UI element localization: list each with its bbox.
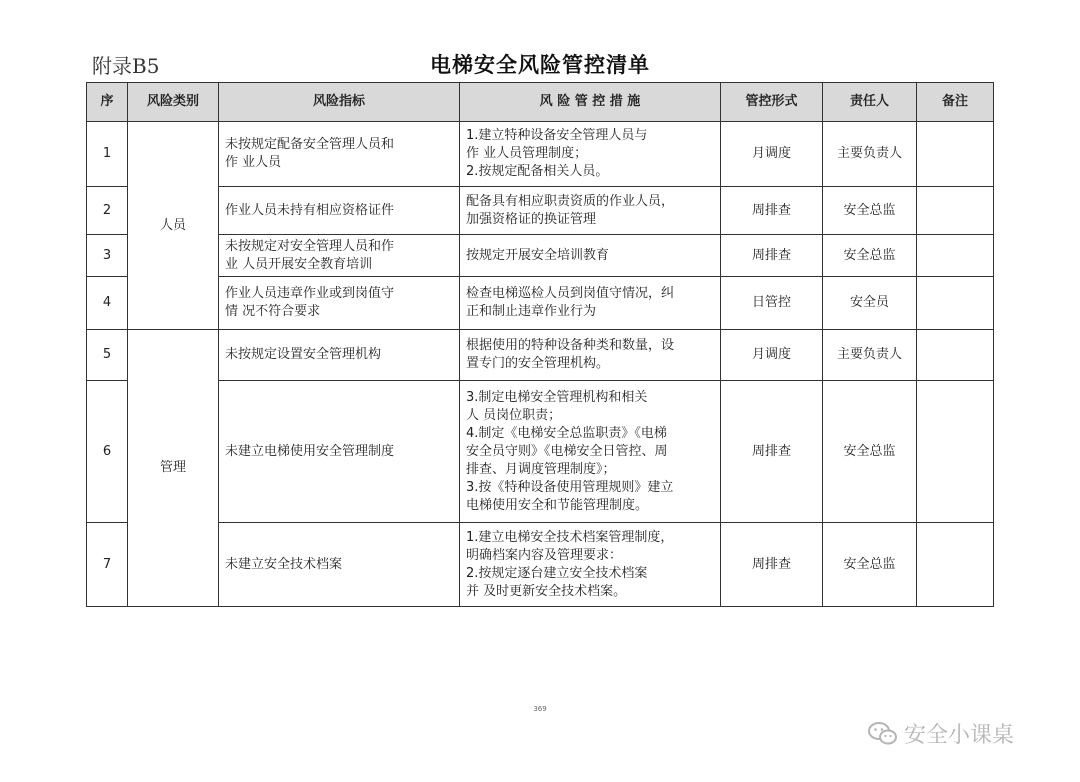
table-header-row — [87, 83, 994, 122]
cell-form: 日管控 — [721, 277, 823, 330]
cell-no: 1 — [87, 122, 128, 187]
cell-form: 周排查 — [721, 187, 823, 235]
brand-watermark — [868, 718, 1014, 749]
cell-note — [917, 235, 994, 277]
cell-no: 2 — [87, 187, 128, 235]
cell-indicator: 未按规定设置安全管理机构 — [219, 330, 460, 381]
cell-owner: 安全总监 — [823, 523, 917, 607]
cell-indicator: 作业人员违章作业或到岗值守 情 况不符合要求 — [219, 277, 460, 330]
table-row — [87, 235, 994, 277]
cell-no: 7 — [87, 523, 128, 607]
cell-owner: 安全总监 — [823, 381, 917, 523]
cell-owner: 安全总监 — [823, 235, 917, 277]
brand-name: 安全小课桌 — [904, 723, 1015, 748]
cell-no: 3 — [87, 235, 128, 277]
cell-measures: 1.建立电梯安全技术档案管理制度， 明确档案内容及管理要求： 2.按规定逐台建立安全技术档案 并 及时更新安全技术档案。 — [460, 523, 721, 607]
cell-measures: 1.建立特种设备安全管理人员与 作 业人员管理制度； 2.按规定配备相关人员。 — [460, 122, 721, 187]
cell-form: 月调度 — [721, 330, 823, 381]
col-header-indicator: 风险指标 — [219, 83, 460, 122]
table-row — [87, 523, 994, 607]
cell-measures: 配备具有相应职责资质的作业人员， 加强资格证的换证管理 — [460, 187, 721, 235]
table-row — [87, 381, 994, 523]
cell-form: 周排查 — [721, 523, 823, 607]
table-row — [87, 122, 994, 187]
cell-form: 周排查 — [721, 235, 823, 277]
cell-no: 4 — [87, 277, 128, 330]
cell-note — [917, 523, 994, 607]
col-header-category: 风险类别 — [128, 83, 219, 122]
col-header-no: 序 — [87, 83, 128, 122]
col-header-note: 备注 — [917, 83, 994, 122]
cell-owner: 主要负责人 — [823, 122, 917, 187]
cell-form: 周排查 — [721, 381, 823, 523]
cell-indicator: 作业人员未持有相应资格证件 — [219, 187, 460, 235]
cell-note — [917, 187, 994, 235]
cell-indicator: 未按规定配备安全管理人员和 作 业人员 — [219, 122, 460, 187]
cell-note — [917, 330, 994, 381]
wechat-icon — [868, 721, 898, 747]
table-row — [87, 277, 994, 330]
cell-form: 月调度 — [721, 122, 823, 187]
cell-category-personnel: 人员 — [128, 122, 219, 330]
cell-measures: 检查电梯巡检人员到岗值守情况，纠 正和制止违章作业行为 — [460, 277, 721, 330]
cell-indicator: 未建立电梯使用安全管理制度 — [219, 381, 460, 523]
cell-indicator: 未建立安全技术档案 — [219, 523, 460, 607]
page-title: 电梯安全风险管控清单 — [430, 53, 650, 77]
cell-no: 6 — [87, 381, 128, 523]
col-header-measures: 风 险 管 控 措 施 — [460, 83, 721, 122]
appendix-label: 附录B5 — [92, 54, 160, 78]
cell-measures: 按规定开展安全培训教育 — [460, 235, 721, 277]
cell-owner: 安全总监 — [823, 187, 917, 235]
cell-indicator: 未按规定对安全管理人员和作 业 人员开展安全教育培训 — [219, 235, 460, 277]
page-number: 369 — [533, 705, 547, 713]
cell-note — [917, 277, 994, 330]
cell-note — [917, 381, 994, 523]
col-header-form: 管控形式 — [721, 83, 823, 122]
col-header-owner: 责任人 — [823, 83, 917, 122]
risk-control-table — [86, 82, 994, 607]
cell-owner: 主要负责人 — [823, 330, 917, 381]
table-row — [87, 187, 994, 235]
table-row — [87, 330, 994, 381]
cell-measures: 3.制定电梯安全管理机构和相关 人 员岗位职责； 4.制定《电梯安全总监职责》《电梯 安全员守则》《电梯安全日管控、周 排查、月调度管理制度》； 3.按《特种设备使用管理规则》建立 电梯使用安全和节能管理制度。 — [460, 381, 721, 523]
cell-owner: 安全员 — [823, 277, 917, 330]
cell-category-management: 管理 — [128, 330, 219, 607]
cell-no: 5 — [87, 330, 128, 381]
cell-note — [917, 122, 994, 187]
cell-measures: 根据使用的特种设备种类和数量，设 置专门的安全管理机构。 — [460, 330, 721, 381]
